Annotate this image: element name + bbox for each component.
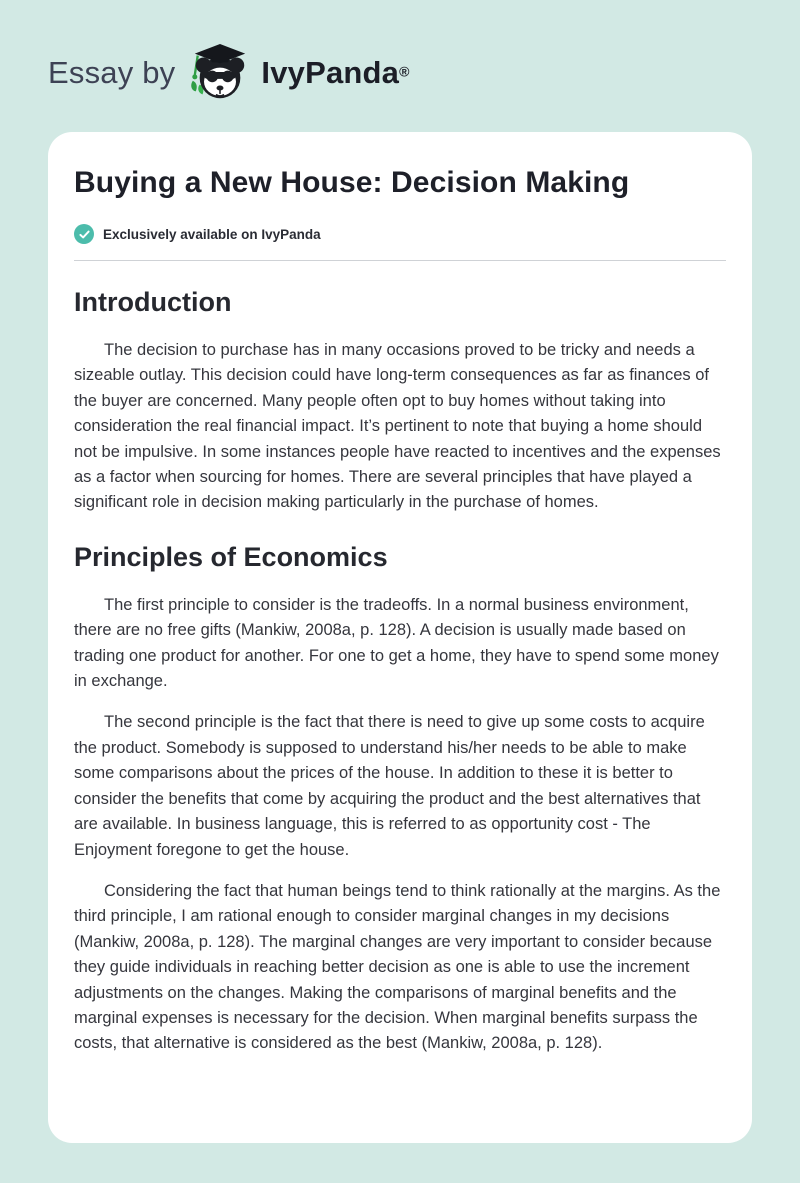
panda-graduate-logo-icon (189, 42, 251, 104)
check-icon (74, 224, 94, 244)
section-heading-introduction: Introduction (74, 287, 232, 317)
paragraph-principles-2: The second principle is the fact that there is need to give up some costs to acquire the product. Somebody is supposed to understand his/her needs to be able to make some comparisons about the prices of the house. In addition to these it is better to consider the benefits that come by acquiring the product and the best alternatives that are available. In business language, this is referred to as opportunity cost - The Enjoyment foregone to get the house. (74, 713, 705, 859)
paragraph-principles-1: The first principle to consider is the tradeoffs. In a normal business environment, there are no free gifts (Mankiw, 2008a, p. 128). A decision is usually made based on trading one product for another. For one to get a home, they have to spend some money in exchange. (74, 595, 719, 691)
paragraph-principles-3: Considering the fact that human beings tend to think rationally at the margins. As the third principle, I am rational enough to consider marginal changes in my decisions (Mankiw, 2008a, p. 128). The marginal changes are very important to consider because they guide individuals in reaching better decision as one is able to use the increment adjustments on the changes. Making the comparisons of marginal benefits and the marginal expenses is necessary for the decision. When marginal benefits surpass the costs, that alternative is considered as the best (Mankiw, 2008a, p. 128). (74, 881, 721, 1053)
availability-text: Exclusively available on IvyPanda (103, 226, 321, 242)
essay-by-label: Essay by (48, 55, 176, 90)
brand-name-text: IvyPanda (261, 55, 400, 90)
divider (74, 260, 726, 261)
brand-name[interactable] (261, 55, 409, 91)
availability-badge (74, 224, 726, 244)
site-header (0, 0, 800, 132)
ivypanda-brand-lockup[interactable] (189, 42, 409, 104)
registered-mark: ® (399, 63, 410, 80)
section-heading-principles-of-economics: Principles of Economics (74, 541, 388, 572)
paragraph-introduction-1: The decision to purchase has in many occasions proved to be tricky and needs a sizeable outlay. This decision could have long-term consequences as far as finances of the buyer are concerned. Many people often opt to buy homes without taking into consideration the real financial impact. It’s pertinent to note that buying a home should not be impulsive. In some instances people have reacted to incentives and the expenses as a factor when sourcing for homes. There are several principles that have played a significant role in decision making particularly in the purchase of homes. (74, 341, 721, 512)
essay-card (48, 132, 752, 1143)
essay-title: Buying a New House: Decision Making (74, 166, 630, 199)
